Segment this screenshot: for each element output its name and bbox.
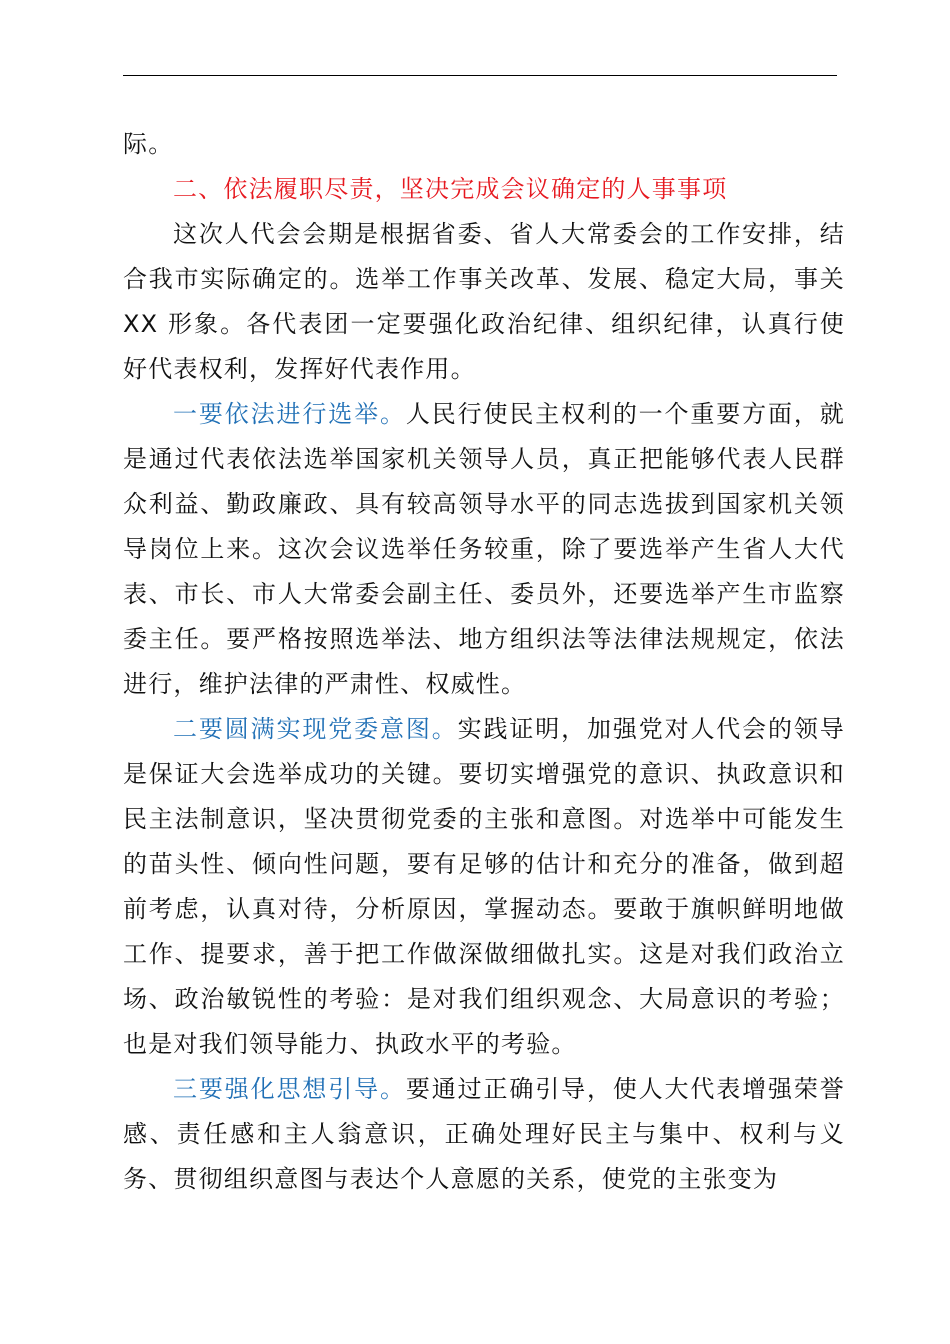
section-heading: 二、依法履职尽责，坚决完成会议确定的人事事项 [173,175,728,203]
point-paragraph-1 [123,392,845,707]
point-body-1: 人民行使民主权利的一个重要方面，就是通过代表依法选举国家机关领导人员，真正把能够代表人民群众利益、勤政廉政、具有较高领导水平的同志选拔到国家机关领导岗位上来。这次会议选举任务较重，除了要选举产生省人大代表、市长、市人大常委会副主任、委员外，还要选举产生市监察委主任。要严格按照选举法、地方组织法等法律法规规定，依法进行，维护法律的严肃性、权威性。 [123,400,845,698]
point-paragraph-3 [123,1067,845,1202]
point-lead-2: 二要圆满实现党委意图。 [173,715,458,743]
intro-paragraph: 这次人代会会期是根据省委、省人大常委会的工作安排，结合我市实际确定的。选举工作事关改革、发展、稳定大局，事关 XX 形象。各代表团一定要强化政治纪律、组织纪律，认真行使好代表权利，发挥好代表作用。 [123,220,845,383]
header-rule [123,75,837,76]
point-lead-1: 一要依法进行选举。 [173,400,406,428]
point-lead-3: 三要强化思想引导。 [173,1075,406,1103]
point-body-2: 实践证明，加强党对人代会的领导是保证大会选举成功的关键。要切实增强党的意识、执政意识和民主法制意识，坚决贯彻党委的主张和意图。对选举中可能发生的苗头性、倾向性问题，要有足够的估计和充分的准备，做到超前考虑，认真对待，分析原因，掌握动态。要敢于旗帜鲜明地做工作、提要求，善于把工作做深做细做扎实。这是对我们政治立场、政治敏锐性的考验：是对我们组织观念、大局意识的考验；也是对我们领导能力、执政水平的考验。 [123,715,845,1058]
continuation-text: 际。 [123,130,174,158]
point-paragraph-2 [123,707,845,1067]
point-body-3: 要通过正确引导，使人大代表增强荣誉感、责任感和主人翁意识，正确处理好民主与集中、权利与义务、贯彻组织意图与表达个人意愿的关系，使党的主张变为 [123,1075,845,1193]
document-body [123,122,845,1202]
